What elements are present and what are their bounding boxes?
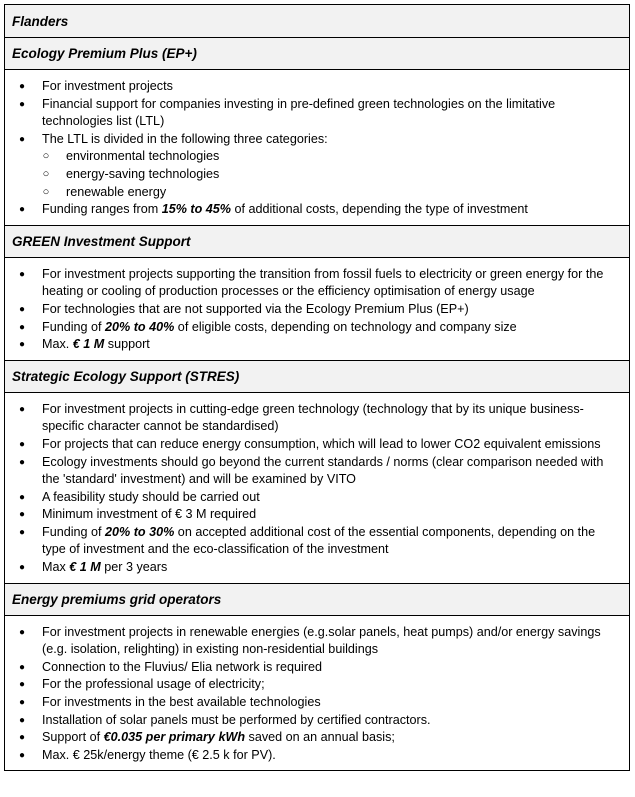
sub-list-item bbox=[5, 166, 629, 184]
bullet-icon: ● bbox=[18, 204, 26, 216]
item-text: For the professional usage of electricity; bbox=[42, 677, 265, 692]
item-text: For investment projects bbox=[42, 79, 173, 93]
list-item bbox=[5, 266, 629, 301]
item-text: Max. € 25k/energy theme (€ 2.5 k for PV). bbox=[42, 747, 276, 762]
list-item bbox=[5, 301, 629, 319]
item-text: environmental technologies bbox=[66, 149, 220, 164]
emphasis-text: 20% to 30% bbox=[105, 524, 175, 539]
item-text: Minimum investment of € 3 M required bbox=[42, 507, 257, 522]
item-text: For investments in the best available technologies bbox=[42, 695, 321, 710]
bullet-icon: ● bbox=[18, 626, 26, 638]
section-body bbox=[5, 257, 629, 360]
list-item bbox=[5, 319, 629, 337]
emphasis-text: 20% to 40% bbox=[105, 319, 175, 334]
item-text: Financial support for companies investing in pre-defined green technologies on the limitative technologies list (LTL) bbox=[42, 96, 556, 129]
bullet-icon: ● bbox=[18, 661, 26, 673]
item-text: Connection to the Fluvius/ Elia network is required bbox=[42, 659, 323, 674]
emphasis-text: € 1 M bbox=[69, 560, 101, 575]
list-item bbox=[5, 506, 629, 524]
bullet-icon: ● bbox=[18, 403, 26, 415]
item-text: energy-saving technologies bbox=[66, 166, 220, 181]
section-heading-text: Energy premiums grid operators bbox=[12, 591, 222, 607]
list-item bbox=[5, 676, 629, 694]
bullet-icon: ● bbox=[18, 438, 26, 450]
list-item bbox=[5, 489, 629, 507]
section-heading-energy-premiums bbox=[5, 583, 629, 615]
item-text: of additional costs, depending the type of investment bbox=[231, 202, 528, 217]
item-text: on accepted additional cost of the essential components, depending on the type of investment and the eco-classification of the investment bbox=[42, 524, 596, 557]
emphasis-text: 15% to 45% bbox=[161, 202, 231, 217]
list-item bbox=[5, 436, 629, 454]
hollow-bullet-icon: ○ bbox=[42, 167, 50, 180]
table-title-text: Flanders bbox=[12, 13, 69, 29]
item-text: For projects that can reduce energy consumption, which will lead to lower CO2 equivalent emissions bbox=[42, 436, 601, 451]
bullet-icon: ● bbox=[18, 339, 26, 351]
bullet-icon: ● bbox=[18, 456, 26, 468]
list-item bbox=[5, 624, 629, 659]
bullet-icon: ● bbox=[18, 714, 26, 726]
bullet-icon: ● bbox=[18, 679, 26, 691]
item-text: For investment projects in renewable energies (e.g.solar panels, heat pumps) and/or energy savings (e.g. isolation, relighting) in existing non-residential buildings bbox=[42, 624, 601, 657]
item-text: The LTL is divided in the following three categories: bbox=[42, 131, 328, 146]
bullet-icon: ● bbox=[18, 303, 26, 315]
item-text: Max bbox=[42, 560, 70, 575]
item-text: Support of bbox=[42, 730, 104, 745]
bullet-icon: ● bbox=[18, 562, 26, 574]
item-text: saved on an annual basis; bbox=[245, 730, 395, 745]
bullet-icon: ● bbox=[18, 697, 26, 709]
section-heading-stres bbox=[5, 360, 629, 392]
item-text: per 3 years bbox=[100, 560, 168, 575]
item-text: For technologies that are not supported via the Ecology Premium Plus (EP+) bbox=[42, 301, 469, 316]
section-heading-ep-plus bbox=[5, 37, 629, 69]
item-text: A feasibility study should be carried out bbox=[42, 489, 260, 504]
list-item bbox=[5, 336, 629, 354]
bullet-icon: ● bbox=[18, 749, 26, 761]
list-item bbox=[5, 559, 629, 577]
section-body bbox=[5, 69, 629, 225]
section-heading-green-investment bbox=[5, 225, 629, 257]
sub-list-item bbox=[5, 148, 629, 166]
bullet-icon: ● bbox=[18, 133, 26, 145]
item-text: Installation of solar panels must be performed by certified contractors. bbox=[42, 712, 431, 727]
item-text: Funding of bbox=[42, 524, 106, 539]
emphasis-text: €0.035 per primary kWh bbox=[103, 730, 246, 745]
list-item bbox=[5, 712, 629, 730]
bullet-icon: ● bbox=[18, 509, 26, 521]
item-text: support bbox=[104, 337, 150, 352]
list-item bbox=[5, 694, 629, 712]
list-item bbox=[5, 747, 629, 765]
bullet-icon: ● bbox=[18, 268, 26, 280]
bullet-icon: ● bbox=[18, 321, 26, 333]
bullet-icon: ● bbox=[18, 526, 26, 538]
list-item bbox=[5, 78, 629, 96]
list-item bbox=[5, 659, 629, 677]
list-item bbox=[5, 401, 629, 436]
section-body bbox=[5, 615, 629, 771]
item-text: Ecology investments should go beyond the current standards / norms (clear comparison needed with the 'standard' investment) and will be examined by VITO bbox=[42, 454, 604, 487]
sub-list-item bbox=[5, 184, 629, 202]
bullet-icon: ● bbox=[18, 81, 26, 92]
list-item bbox=[5, 454, 629, 489]
bullet-icon: ● bbox=[18, 732, 26, 744]
hollow-bullet-icon: ○ bbox=[42, 185, 50, 198]
section-heading-text: GREEN Investment Support bbox=[12, 233, 191, 249]
list-item bbox=[5, 96, 629, 131]
item-text: For investment projects in cutting-edge green technology (technology that by its unique business-specific character cannot be standardised) bbox=[42, 401, 584, 434]
section-heading-text: Strategic Ecology Support (STRES) bbox=[12, 368, 240, 384]
emphasis-text: € 1 M bbox=[72, 337, 105, 352]
list-item bbox=[5, 524, 629, 559]
list-item bbox=[5, 729, 629, 747]
item-text: of eligible costs, depending on technology and company size bbox=[174, 319, 517, 334]
flanders-table bbox=[4, 4, 630, 771]
table-title bbox=[5, 5, 629, 37]
section-heading-text: Ecology Premium Plus (EP+) bbox=[12, 46, 197, 61]
item-text: Max. bbox=[42, 337, 73, 352]
item-text: Funding ranges from bbox=[42, 202, 162, 217]
list-item bbox=[5, 201, 629, 219]
bullet-icon: ● bbox=[18, 98, 26, 110]
item-text: renewable energy bbox=[66, 184, 167, 199]
list-item bbox=[5, 131, 629, 149]
item-text: Funding of bbox=[42, 319, 106, 334]
section-body bbox=[5, 392, 629, 583]
item-text: For investment projects supporting the transition from fossil fuels to electricity or green energy for the heating or cooling of production processes or the efficiency optimisation of energy usage bbox=[42, 266, 604, 299]
bullet-icon: ● bbox=[18, 491, 26, 503]
hollow-bullet-icon: ○ bbox=[42, 150, 50, 163]
